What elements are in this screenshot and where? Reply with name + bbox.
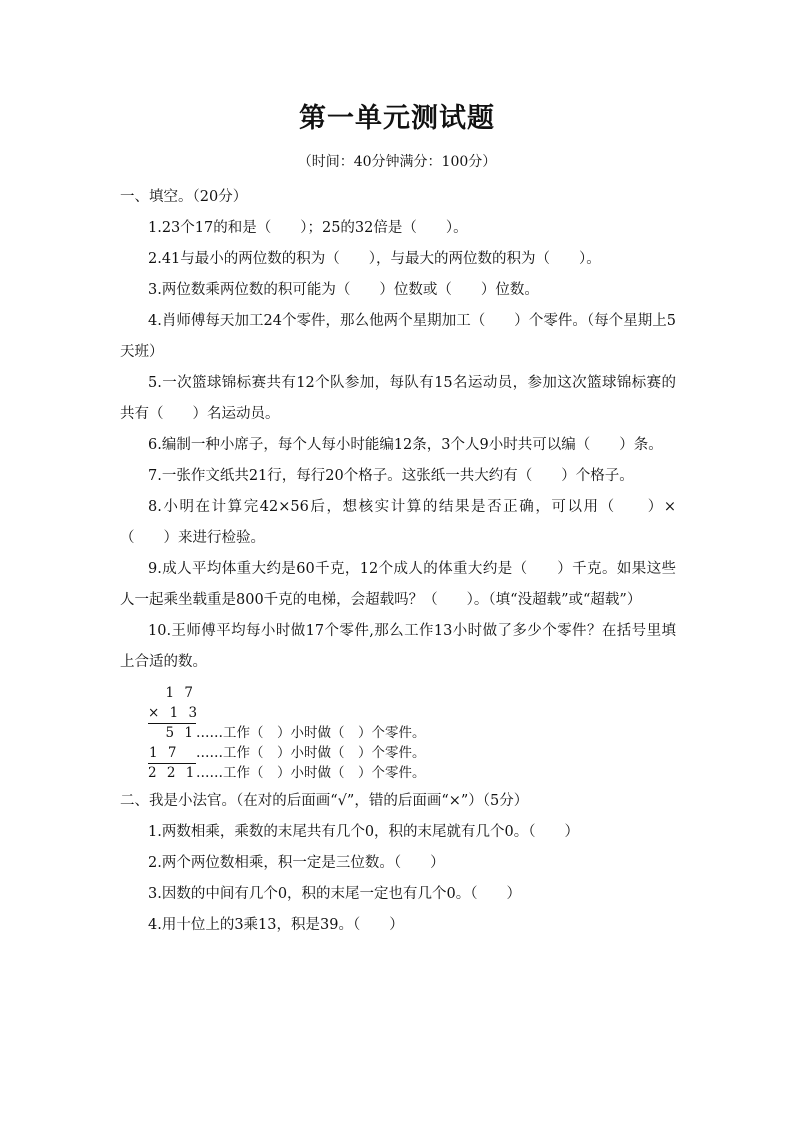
question-item: 1.23个17的和是（ ）；25的32倍是（ ）。: [148, 220, 468, 236]
question-item: 1.两数相乘，乘数的末尾共有几个0，积的末尾就有几个0。（ ）: [148, 823, 580, 840]
calc-partial-product-1: 5 1: [165, 725, 196, 741]
question-item: 6.编制一种小席子，每个人每小时能编12条，3个人9小时共可以编（ ）条。: [148, 437, 663, 453]
question-item: 4.用十位上的3乘13，积是39。（ ）: [148, 916, 404, 933]
question-item: 2.41与最小的两位数的积为（ ），与最大的两位数的积为（ ）。: [148, 251, 601, 267]
worksheet-content: [120, 182, 676, 941]
section-heading: 二、我是小法官。（在对的后面画“√”，错的后面画“×”）（5分）: [120, 792, 529, 809]
vertical-multiplication: [148, 684, 676, 784]
question-item: 2.两个两位数相乘，积一定是三位数。（ ）: [148, 854, 445, 871]
calc-multiplicand: 1 7: [165, 685, 196, 701]
question-item: 8.小明在计算完42×56后，想核实计算的结果是否正确，可以用（ ）×（ ）来进行检验。: [120, 499, 676, 546]
calc-explain-1: ……工作（ ）小时做（ ）个零件。: [196, 725, 426, 741]
question-item: 3.两位数乘两位数的积可能为（ ）位数或（ ）位数。: [148, 282, 539, 298]
section-fill-blank: [120, 182, 676, 784]
page-title: 第一单元测试题: [299, 103, 495, 134]
question-item: 4.肖师傅每天加工24个零件，那么他两个星期加工（ ）个零件。（每个星期上5天班）: [120, 313, 676, 360]
question-item: 3.因数的中间有几个0，积的末尾一定也有几个0。（ ）: [148, 885, 522, 902]
question-item: 9.成人平均体重大约是60千克，12个成人的体重大约是（ ）千克。如果这些人一起乘坐载重是800千克的电梯，会超载吗？（ ）。（填“没超载”或“超载”）: [120, 561, 676, 608]
calc-partial-product-2: 1 7: [148, 744, 196, 765]
calc-explain-2: ……工作（ ）小时做（ ）个零件。: [196, 744, 426, 761]
question-item: 10.王师傅平均每小时做17个零件,那么工作13小时做了多少个零件？在括号里填上合适的数。: [120, 623, 676, 670]
section-heading: 一、填空。（20分）: [120, 189, 248, 205]
question-item: 7.一张作文纸共21行，每行20个格子。这张纸一共大约有（ ）个格子。: [148, 468, 634, 484]
page-subtitle: （时间：40分钟满分：100分）: [297, 154, 497, 170]
calc-explain-3: ……工作（ ）小时做（ ）个零件。: [196, 765, 426, 781]
question-item: 5.一次篮球锦标赛共有12个队参加，每队有15名运动员，参加这次篮球锦标赛的共有（ ）名运动员。: [120, 375, 676, 422]
calc-multiplier: × 1 3: [148, 704, 196, 725]
calc-product: 2 2 1: [148, 765, 198, 781]
section-true-false: [120, 786, 676, 941]
